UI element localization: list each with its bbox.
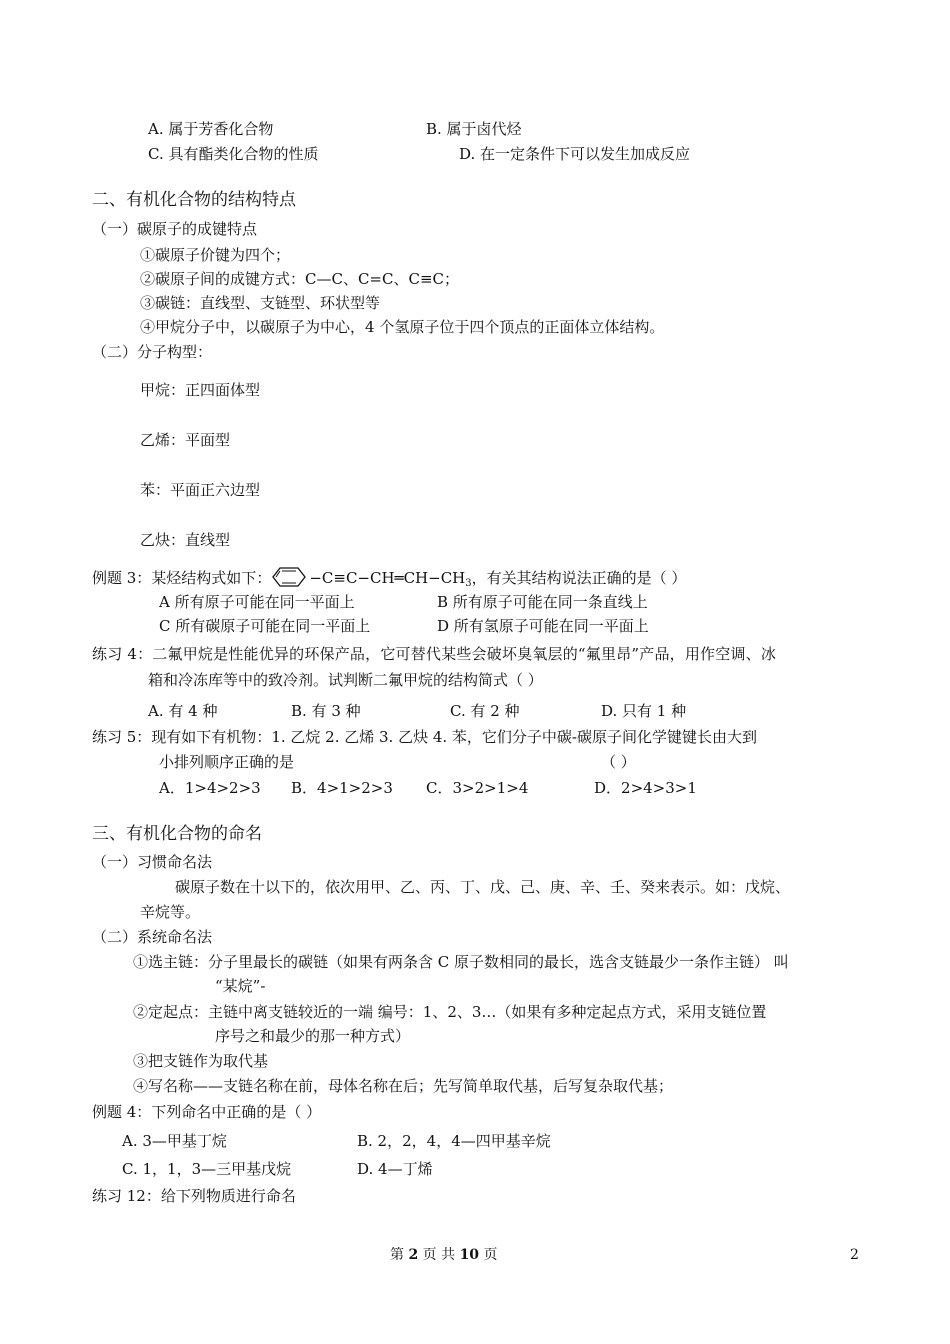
option-b: B 所有原子可能在同一条直线上 bbox=[437, 593, 648, 611]
paragraph: 碳原子数在十以下的，依次用甲、乙、丙、丁、戊、己、庚、辛、壬、癸来表示。如：戊烷、 bbox=[175, 878, 791, 896]
corner-page-number: 2 bbox=[850, 1247, 859, 1263]
option-b: B. 属于卤代烃 bbox=[426, 120, 522, 138]
page-label: 页 bbox=[483, 1247, 498, 1263]
practice-question: 练习 4：二氟甲烷是性能优异的环保产品，它可替代某些会破坏臭氧层的“氟里昂”产品，用作空调、冰 bbox=[92, 645, 777, 663]
subsection-heading: （二）分子构型： bbox=[92, 343, 213, 361]
rule-step: ①选主链：分子里最长的碳链（如果有两条含 C 原子数相同的最长，选含支链最少一条作主链） 叫 bbox=[133, 953, 789, 971]
point: ④甲烷分子中，以碳原子为中心，4 个氢原子位于四个顶点的正面体立体结构。 bbox=[140, 318, 665, 336]
point: ①碳原子价键为四个； bbox=[140, 246, 291, 264]
option-d: D. 在一定条件下可以发生加成反应 bbox=[459, 145, 691, 163]
practice-question: 练习 12：给下列物质进行命名 bbox=[92, 1187, 296, 1205]
option-a: A. 有 4 种 bbox=[148, 702, 218, 720]
option-d: D 所有氢原子可能在同一平面上 bbox=[437, 617, 649, 635]
structural-formula: −C≡C−CH═CH−CH bbox=[309, 569, 466, 587]
answer-blank: （ ） bbox=[601, 753, 636, 771]
option-a: A．1>4>2>3 bbox=[159, 779, 261, 797]
molecule-shape: 甲烷：正四面体型 bbox=[140, 381, 261, 399]
point: ②碳原子间的成键方式：C—C、C=C、C≡C； bbox=[140, 270, 460, 288]
section-heading: 三、有机化合物的命名 bbox=[92, 824, 262, 844]
molecule-shape: 乙炔：直线型 bbox=[140, 531, 231, 549]
formula-subscript: 3 bbox=[465, 578, 472, 589]
question-tail: ，有关其结构说法正确的是（ ） bbox=[471, 569, 687, 587]
practice-question-cont: 箱和冷冻库等中的致冷剂。试判断二氟甲烷的结构简式（ ） bbox=[148, 671, 543, 689]
rule-step-cont: “某烷”- bbox=[215, 977, 266, 995]
option-d: D. 4—丁烯 bbox=[357, 1160, 433, 1178]
page-label: 第 bbox=[390, 1247, 404, 1263]
page-label: 页 共 bbox=[422, 1247, 456, 1263]
option-d: D．2>4>3>1 bbox=[594, 779, 697, 797]
rule-step: ③把支链作为取代基 bbox=[133, 1052, 269, 1070]
page-number: 2 bbox=[408, 1247, 419, 1263]
question-lead: 例题 3：某烃结构式如下： bbox=[92, 569, 272, 587]
subsection-heading: （一）习惯命名法 bbox=[92, 853, 213, 871]
option-d: D. 只有 1 种 bbox=[601, 702, 687, 720]
molecule-shape: 苯：平面正六边型 bbox=[140, 481, 261, 499]
point: ③碳链：直线型、支链型、环状型等 bbox=[140, 294, 381, 312]
page-footer bbox=[390, 1245, 498, 1265]
subsection-heading: （一）碳原子的成键特点 bbox=[92, 220, 258, 238]
rule-step-cont: 序号之和最少的那一种方式） bbox=[215, 1027, 411, 1045]
option-a: A. 3—甲基丁烷 bbox=[122, 1132, 227, 1150]
subsection-heading: （二）系统命名法 bbox=[92, 928, 213, 946]
option-b: B. 2，2，4，4—四甲基辛烷 bbox=[357, 1132, 551, 1150]
option-a: A. 属于芳香化合物 bbox=[148, 120, 274, 138]
option-c: C. 1，1，3—三甲基戊烷 bbox=[122, 1160, 292, 1178]
paragraph-cont: 辛烷等。 bbox=[140, 903, 201, 921]
example-question: 例题 4：下列命名中正确的是（ ） bbox=[92, 1103, 322, 1121]
example-question bbox=[92, 566, 686, 594]
benzene-ring-icon bbox=[271, 566, 307, 593]
page-total: 10 bbox=[459, 1247, 480, 1263]
practice-question: 练习 5：现有如下有机物：1. 乙烷 2. 乙烯 3. 乙炔 4. 苯，它们分子中碳-碳原子间化学键键长由大到 bbox=[92, 728, 758, 746]
option-c: C. 具有酯类化合物的性质 bbox=[148, 145, 319, 163]
option-c: C 所有碳原子可能在同一平面上 bbox=[159, 617, 371, 635]
option-b: B. 有 3 种 bbox=[291, 702, 361, 720]
option-a: A 所有原子可能在同一平面上 bbox=[159, 593, 355, 611]
molecule-shape: 乙烯：平面型 bbox=[140, 431, 231, 449]
option-c: C．3>2>1>4 bbox=[426, 779, 529, 797]
practice-question-cont: 小排列顺序正确的是 bbox=[159, 753, 295, 771]
section-heading: 二、有机化合物的结构特点 bbox=[92, 190, 296, 210]
option-c: C. 有 2 种 bbox=[450, 702, 520, 720]
option-b: B．4>1>2>3 bbox=[291, 779, 393, 797]
rule-step: ④写名称——支链名称在前，母体名称在后；先写简单取代基，后写复杂取代基； bbox=[133, 1077, 674, 1095]
rule-step: ②定起点：主链中离支链较近的一端 编号：1、2、3…（如果有多种定起点方式，采用支链位置 bbox=[133, 1003, 767, 1021]
